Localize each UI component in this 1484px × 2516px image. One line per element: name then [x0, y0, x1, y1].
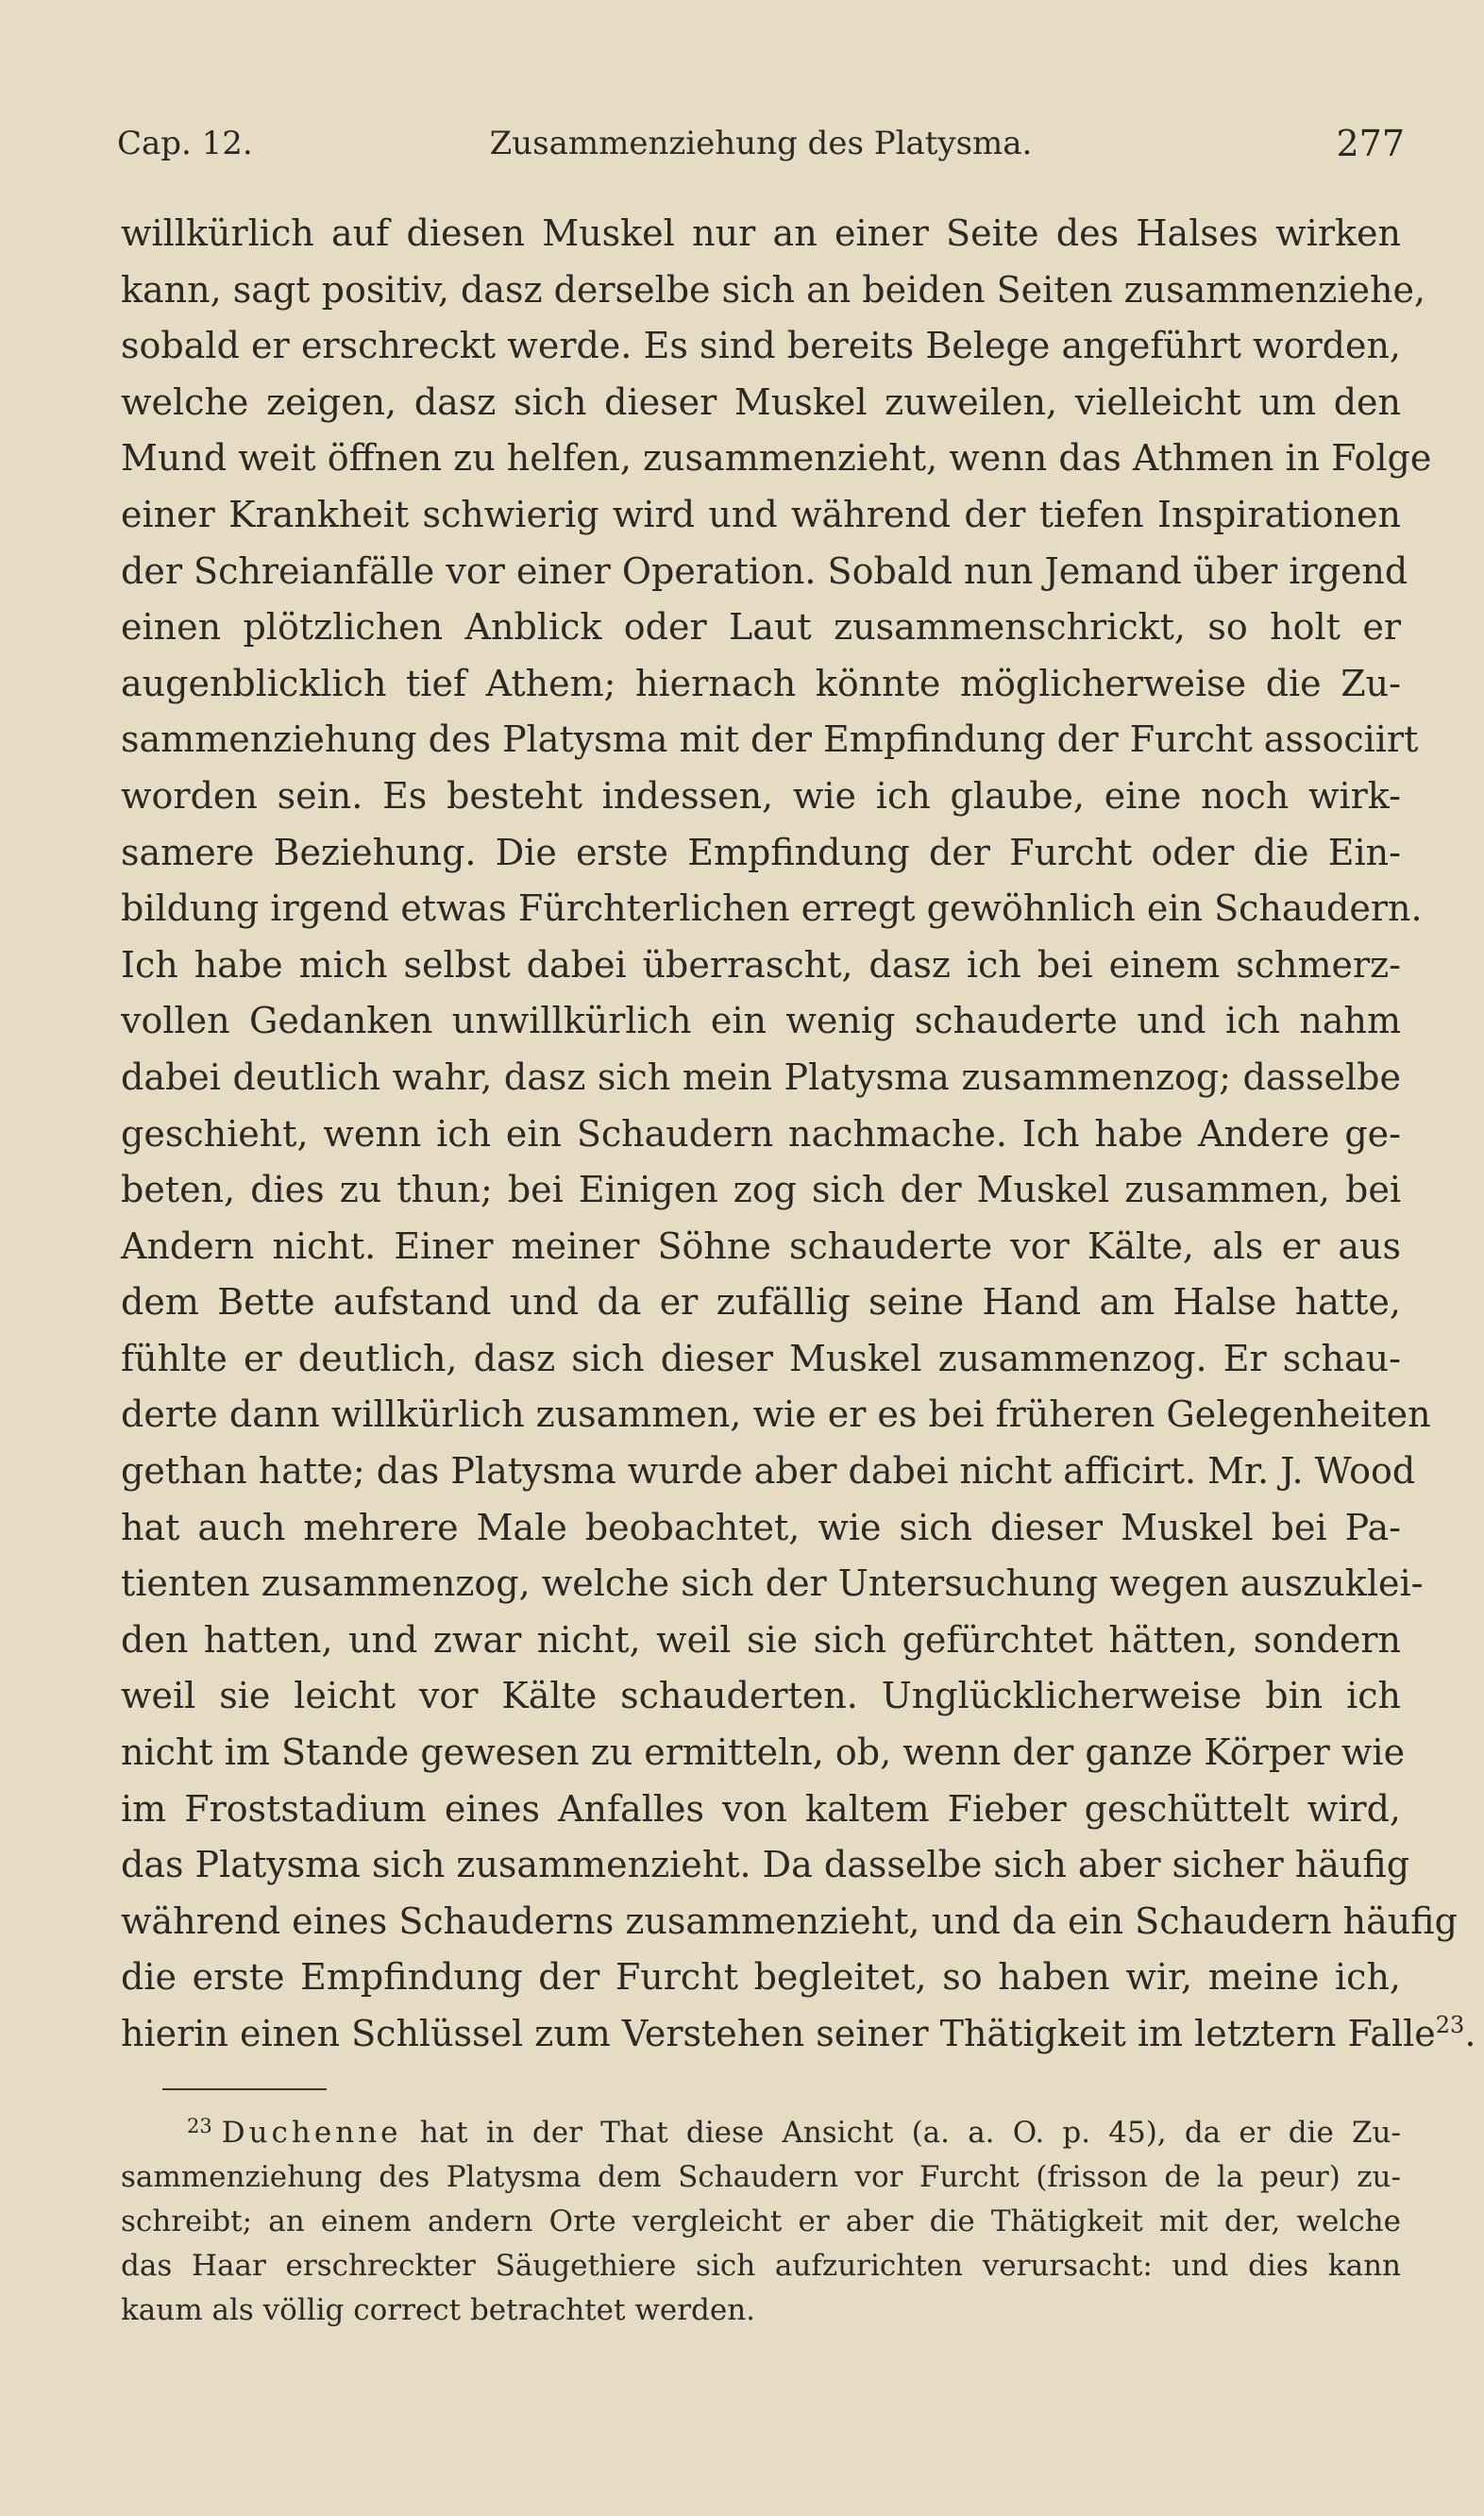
text-line: worden sein. Es besteht indessen, wie ich glaube, eine noch wirk- [121, 774, 1401, 817]
text-line: vollen Gedanken unwillkürlich ein wenig schauderte und ich nahm [121, 1000, 1401, 1042]
text-line: welche zeigen, dasz sich dieser Muskel zuweilen, vielleicht um den [121, 380, 1401, 423]
text-line: der Schreianfälle vor einer Operation. Sobald nun Jemand über irgend [121, 549, 1408, 592]
text-line: im Froststadium eines Anfalles von kaltem Fieber geschüttelt wird, [121, 1787, 1401, 1830]
text-line: Ich habe mich selbst dabei überrascht, dasz ich bei einem schmerz- [121, 943, 1401, 986]
text-line: gethan hatte; das Platysma wurde aber dabei nicht afficirt. Mr. J. Wood [121, 1450, 1416, 1493]
running-title: Zusammenziehung des Platysma. [489, 125, 1033, 162]
text-line: derte dann willkürlich zusammen, wie er es bei früheren Gelegenheiten [121, 1393, 1431, 1436]
text-line: willkürlich auf diesen Muskel nur an einer Seite des Halses wirken [121, 212, 1401, 254]
footnote-divider [162, 2088, 327, 2090]
text-line: sammenziehung des Platysma mit der Empfindung der Furcht associirt [121, 718, 1419, 761]
text-line: die erste Empfindung der Furcht begleitet, so haben wir, meine ich, [121, 1956, 1401, 1999]
page-number: 277 [1336, 123, 1405, 164]
text-line: Mund weit öffnen zu helfen, zusammenzieht, wenn das Athmen in Folge [121, 437, 1432, 480]
text-line: tienten zusammenzog, welche sich der Untersuchung wegen auszuklei- [121, 1562, 1424, 1605]
footnote [121, 2111, 1401, 2333]
text-line: den hatten, und zwar nicht, weil sie sich gefürchtet hätten, sondern [121, 1618, 1401, 1661]
text-line: während eines Schauderns zusammenzieht, und da ein Schaudern häufig [121, 1900, 1458, 1942]
text-line-last-content: hierin einen Schlüssel zum Verstehen seiner Thätigkeit im letztern Falle [121, 2013, 1436, 2054]
text-line: augenblicklich tief Athem; hiernach könnte möglicherweise die Zu- [121, 662, 1401, 704]
text-line: weil sie leicht vor Kälte schauderten. Unglücklicherweise bin ich [121, 1675, 1401, 1717]
text-line: dem Bette aufstand und da er zufällig seine Hand am Halse hatte, [121, 1281, 1401, 1324]
footnote-line: kaum als völlig correct betrachtet werden. [121, 2293, 756, 2327]
footnote-first-line-text: hat in der That diese Ansicht (a. a. O. p. 45), da er die Zu- [419, 2116, 1401, 2150]
footnote-line: das Haar erschreckter Säugethiere sich aufzurichten verursacht: und dies kann [121, 2249, 1401, 2283]
text-line: bildung irgend etwas Fürchterlichen erregt gewöhnlich ein Schaudern. [121, 887, 1423, 930]
footnote-marker: 23 [187, 2115, 212, 2137]
footnote-reference: 23 [1435, 2012, 1465, 2038]
chapter-label: Cap. 12. [117, 125, 253, 162]
text-line: Andern nicht. Einer meiner Söhne schauderte vor Kälte, als er aus [121, 1224, 1401, 1267]
main-text [121, 206, 1476, 2063]
text-line: fühlte er deutlich, dasz sich dieser Muskel zusammenzog. Er schau- [121, 1337, 1401, 1379]
text-line: dabei deutlich wahr, dasz sich mein Platysma zusammenzog; dasselbe [121, 1055, 1401, 1098]
footnote-line: schreibt; an einem andern Orte vergleicht er aber die Thätigkeit mit der, welche [121, 2204, 1401, 2238]
text-line: das Platysma sich zusammenzieht. Da dasselbe sich aber sicher häufig [121, 1844, 1410, 1886]
footnote-author: Duchenne [221, 2116, 402, 2150]
text-line: sobald er erschreckt werde. Es sind bereits Belege angeführt worden, [121, 325, 1401, 367]
text-line: samere Beziehung. Die erste Empfindung der Furcht oder die Ein- [121, 831, 1401, 873]
running-header [117, 115, 1405, 172]
text-line: hat auch mehrere Male beobachtet, wie sich dieser Muskel bei Pa- [121, 1506, 1401, 1548]
text-line: nicht im Stande gewesen zu ermitteln, ob, wenn der ganze Körper wie [121, 1731, 1406, 1774]
text-line: geschieht, wenn ich ein Schaudern nachmache. Ich habe Andere ge- [121, 1112, 1401, 1155]
footnote-line: sammenziehung des Platysma dem Schaudern vor Furcht (frisson de la peur) zu- [121, 2160, 1401, 2194]
text-line: einer Krankheit schwierig wird und während der tiefen Inspirationen [121, 493, 1401, 535]
closing-period: . [1464, 2013, 1476, 2054]
text-line: einen plötzlichen Anblick oder Laut zusammenschrickt, so holt er [121, 606, 1401, 649]
footnote-line [121, 2111, 1401, 2155]
text-line: kann, sagt positiv, dasz derselbe sich an beiden Seiten zusammenziehe, [121, 268, 1426, 311]
text-line: beten, dies zu thun; bei Einigen zog sich der Muskel zusammen, bei [121, 1169, 1401, 1211]
text-line-last [121, 2006, 1476, 2063]
